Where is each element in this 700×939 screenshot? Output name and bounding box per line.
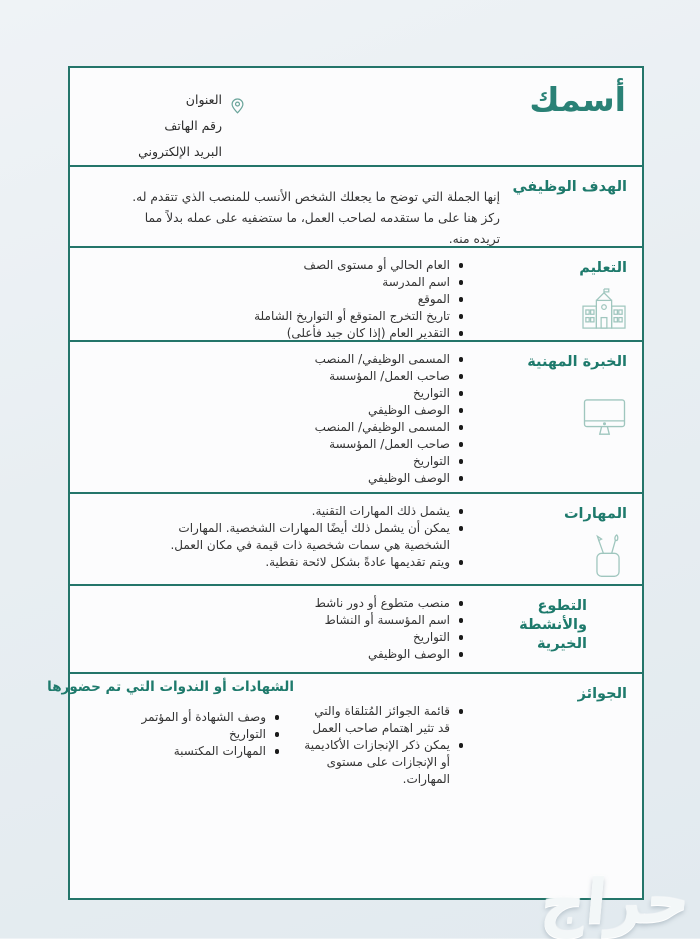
resume-page <box>47 66 644 900</box>
list-item: تاريخ التخرج المتوقع أو التواريخ الشاملة <box>70 308 464 325</box>
list-item: اسم المؤسسة أو النشاط <box>70 612 464 629</box>
volunteer-title: التطوع والأنشطة الخيرية <box>519 598 587 652</box>
page-title: أسمك <box>529 80 626 119</box>
location-pin-icon <box>231 92 244 118</box>
list-item: التواريخ <box>70 385 464 402</box>
list-item: قائمة الجوائز المُتلقاة والتي قد تثير اهتمام صاحب العمل <box>300 703 464 737</box>
awards-section <box>47 672 642 898</box>
list-item: الموقع <box>70 291 464 308</box>
list-item: المسمى الوظيفي/ المنصب <box>70 419 464 436</box>
list-item: التواريخ <box>70 629 464 646</box>
awards-title: الجوائز <box>577 686 627 702</box>
monitor-icon <box>582 398 627 438</box>
experience-list-1 <box>70 351 472 419</box>
contact-email <box>138 139 222 165</box>
list-item: المهارات المكتسبة <box>47 743 280 760</box>
list-item: يمكن ذكر الإنجازات الأكاديمية أو الإنجازات على مستوى المهارات. <box>300 737 464 788</box>
objective-text: إنها الجملة التي توضح ما يجعلك الشخص الأنسب للمنصب الذي تتقدم له. ركز هنا على ما ستقدمه لصاحب العمل، ما ستضفيه على عمله بدلاً مما تريده منه. <box>132 190 500 246</box>
experience-section <box>70 340 642 492</box>
list-item: يمكن أن يشمل ذلك أيضًا المهارات الشخصية. المهارات الشخصية هي سمات شخصية ذات قيمة في مكان العمل. <box>156 520 464 554</box>
list-item: صاحب العمل/ المؤسسة <box>70 368 464 385</box>
skills-section <box>70 492 642 584</box>
experience-list-2 <box>70 419 472 487</box>
awards-list <box>300 703 472 788</box>
list-item: يشمل ذلك المهارات التقنية. <box>156 503 464 520</box>
list-item: الوصف الوظيفي <box>70 646 464 663</box>
watermark-haraj-logo: حراج <box>537 863 694 939</box>
certificates-list <box>47 709 294 760</box>
certificates-column <box>47 674 300 898</box>
awards-list-column <box>300 703 472 898</box>
skills-title: المهارات <box>563 506 627 522</box>
list-item: العام الحالي أو مستوى الصف <box>70 257 464 274</box>
header-section <box>70 68 642 165</box>
list-item: وصف الشهادة أو المؤتمر <box>47 709 280 726</box>
contact-phone <box>138 113 222 139</box>
education-title: التعليم <box>579 260 627 276</box>
school-icon <box>581 288 627 330</box>
pencil-cup-icon <box>589 534 627 580</box>
certificates-title: الشهادات أو الندوات التي تم حضورها <box>47 679 294 695</box>
list-item: التقدير العام (إذا كان جيد فأعلى) <box>70 325 464 342</box>
list-item: صاحب العمل/ المؤسسة <box>70 436 464 453</box>
list-item: المسمى الوظيفي/ المنصب <box>70 351 464 368</box>
list-item: الوصف الوظيفي <box>70 402 464 419</box>
contact-address-label: العنوان <box>185 92 222 107</box>
objective-section <box>70 165 642 246</box>
skills-list <box>156 503 472 571</box>
list-item: اسم المدرسة <box>70 274 464 291</box>
contact-address <box>138 87 222 113</box>
education-section <box>70 246 642 340</box>
list-item: الوصف الوظيفي <box>70 470 464 487</box>
contact-block <box>138 87 222 165</box>
contact-phone-label: رقم الهاتف <box>164 118 222 133</box>
education-list <box>70 257 472 342</box>
volunteer-list <box>70 595 472 663</box>
list-item: منصب متطوع أو دور ناشط <box>70 595 464 612</box>
list-item: التواريخ <box>47 726 280 743</box>
list-item: التواريخ <box>70 453 464 470</box>
objective-title: الهدف الوظيفي <box>512 179 627 195</box>
contact-email-label: البريد الإلكتروني <box>138 144 222 159</box>
experience-title: الخبرة المهنية <box>527 354 627 370</box>
list-item: ويتم تقديمها عادةً بشكل لائحة نقطية. <box>156 554 464 571</box>
volunteer-section <box>70 584 642 672</box>
